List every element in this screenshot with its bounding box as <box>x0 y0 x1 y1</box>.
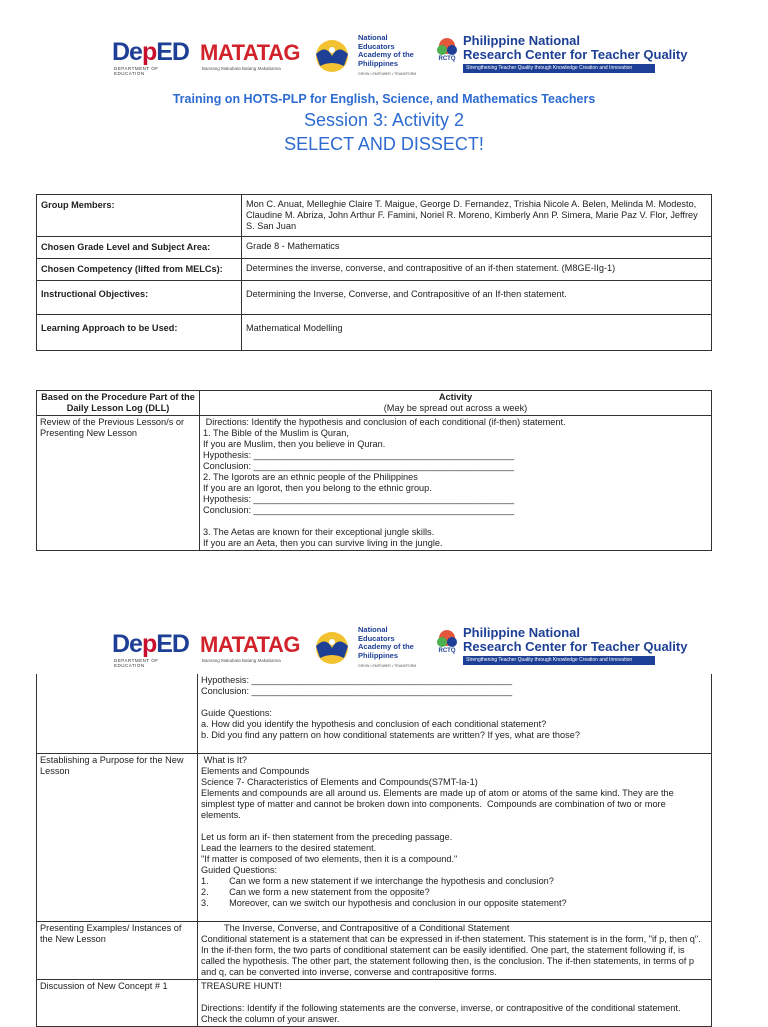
activity-cell: Directions: Identify the hypothesis and conclusion of each conditional (if-then) statement. 1. The Bible of the Muslim is Quran, If you are Muslim, then you believe in Quran. Hypothesis: ___________________________________________________ Conclusion: ___________________________________________________ 2. The Igorots are an ethnic people of the Philippines If you are an Igorot, then you belong to the ethnic group. Hypothesis: ___________________________________________________ Conclusion: ___________________________________________________ 3. The Aetas are known for their exceptional jungle skills. If you are an Aeta, then you can survive living in the jungle. <box>200 416 712 551</box>
activity-cell: What is It? Elements and Compounds Science 7- Characteristics of Elements and Compounds(S7MT-Ia-1) Elements and compounds are all around us. Elements are made up of atom or atoms of the same kind. They are the simplest type of matter and cannot be broken down into components. Compounds are combination of two or more elements. Let us form an if- then statement from the preceding passage. Lead the learners to the desired statement. "If matter is composed of two elements, then it is a compound." Guided Questions: 1. Can we form a new statement if we interchange the hypothesis and conclusion? 2. Can we form a new statement from the opposite? 3. Moreover, can we switch our hypothesis and conclusion in our opposite statement? <box>198 754 712 922</box>
info-value: Determining the Inverse, Converse, and Contrapositive of an If-then statement. <box>242 281 712 315</box>
info-value: Mon C. Anuat, Melleghie Claire T. Maigue, George D. Fernandez, Trishia Nicole A. Belen, Melinda M. Modesto, Claudine M. Abriza, John Arthur F. Famini, Noriel R. Moreno, Kimberly Ann P. Simera, Marie Paz V. Flor, Jeffrey S. San Juan <box>242 195 712 237</box>
table-row <box>37 195 712 237</box>
activity-title: SELECT AND DISSECT! <box>284 134 484 154</box>
rctq-logo: RCTQ Philippine National Research Center for Teacher Quality Strengthening Teacher Quality through Knowledge Creation and Innovation <box>433 624 655 674</box>
session-title: Session 3: Activity 2 <box>303 110 465 130</box>
activity-cell: Hypothesis: ___________________________________________________ Conclusion: ___________________________________________________ Guide Questions: a. How did you identify the hypothesis and conclusion of each conditional statement? b. Did you find any pattern on how conditional statements are written? If yes, what are those? <box>198 674 712 754</box>
table-row <box>37 237 712 259</box>
procedure-label <box>37 674 198 754</box>
table-row <box>37 315 712 351</box>
table-row <box>37 416 712 551</box>
matatag-logo: MATATAG Bansang Makabata Batang Makabansa <box>200 632 300 663</box>
procedure-label: Review of the Previous Lesson/s or Presenting New Lesson <box>37 416 200 551</box>
info-value: Determines the inverse, converse, and contrapositive of an if-then statement. (M8GE-IIg-1) <box>242 259 712 281</box>
matatag-logo: MATATAG Bansang Makabata Batang Makabansa <box>200 40 300 71</box>
neap-logo: National Educators Academy of the Philippines GROW • EMPOWER • TRANSFORM <box>310 32 420 82</box>
table-row <box>37 281 712 315</box>
table-row <box>37 754 712 922</box>
procedure-label: Discussion of New Concept # 1 <box>37 980 198 1027</box>
table-header-row <box>37 391 712 416</box>
deped-logo: DepED DEPARTMENT OF EDUCATION <box>112 38 189 76</box>
procedure-label: Presenting Examples/ Instances of the New Lesson <box>37 922 198 980</box>
rctq-logo: RCTQ Philippine National Research Center for Teacher Quality Strengthening Teacher Quality through Knowledge Creation and Innovation <box>433 32 655 82</box>
activity-cell: TREASURE HUNT! Directions: Identify if the following statements are the converse, inverse, or contrapositive of the conditional statement. Check the column of your answer. <box>198 980 712 1027</box>
procedure-label: Establishing a Purpose for the New Lesson <box>37 754 198 922</box>
table-row <box>37 674 712 754</box>
info-value: Grade 8 - Mathematics <box>242 237 712 259</box>
info-key: Chosen Grade Level and Subject Area: <box>37 237 242 259</box>
info-key: Learning Approach to be Used: <box>37 315 242 351</box>
table-row <box>37 922 712 980</box>
header-logos <box>0 32 768 92</box>
column-header: Activity (May be spread out across a week) <box>200 391 712 416</box>
neap-emblem-icon <box>310 38 354 74</box>
dll-table <box>36 390 712 551</box>
info-key: Instructional Objectives: <box>37 281 242 315</box>
neap-logo: National Educators Academy of the Philippines GROW • EMPOWER • TRANSFORM <box>310 624 420 674</box>
info-key: Chosen Competency (lifted from MELCs): <box>37 259 242 281</box>
table-row <box>37 980 712 1027</box>
activity-cell: The Inverse, Converse, and Contrapositive of a Conditional Statement Conditional statement is a statement that can be expressed in if-then statement. This statement is in the form, "if p, then q". In the if-then form, the two parts of conditional statement can be easily identified. One part, the statement following if, is called the hypothesis. The other part, the statement following then, is the conclusion. The if-then statements, in terms of p and q, can be converted into inverse, converse and contrapositive forms. <box>198 922 712 980</box>
info-key: Group Members: <box>37 195 242 237</box>
info-value: Mathematical Modelling <box>242 315 712 351</box>
dll-table-continued <box>36 674 712 1027</box>
column-header: Based on the Procedure Part of the Daily Lesson Log (DLL) <box>37 391 200 416</box>
deped-logo: DepED DEPARTMENT OF EDUCATION <box>112 630 189 668</box>
training-title: Training on HOTS-PLP for English, Science, and Mathematics Teachers <box>172 92 596 106</box>
neap-emblem-icon <box>310 630 354 666</box>
table-row <box>37 259 712 281</box>
info-table <box>36 194 712 351</box>
